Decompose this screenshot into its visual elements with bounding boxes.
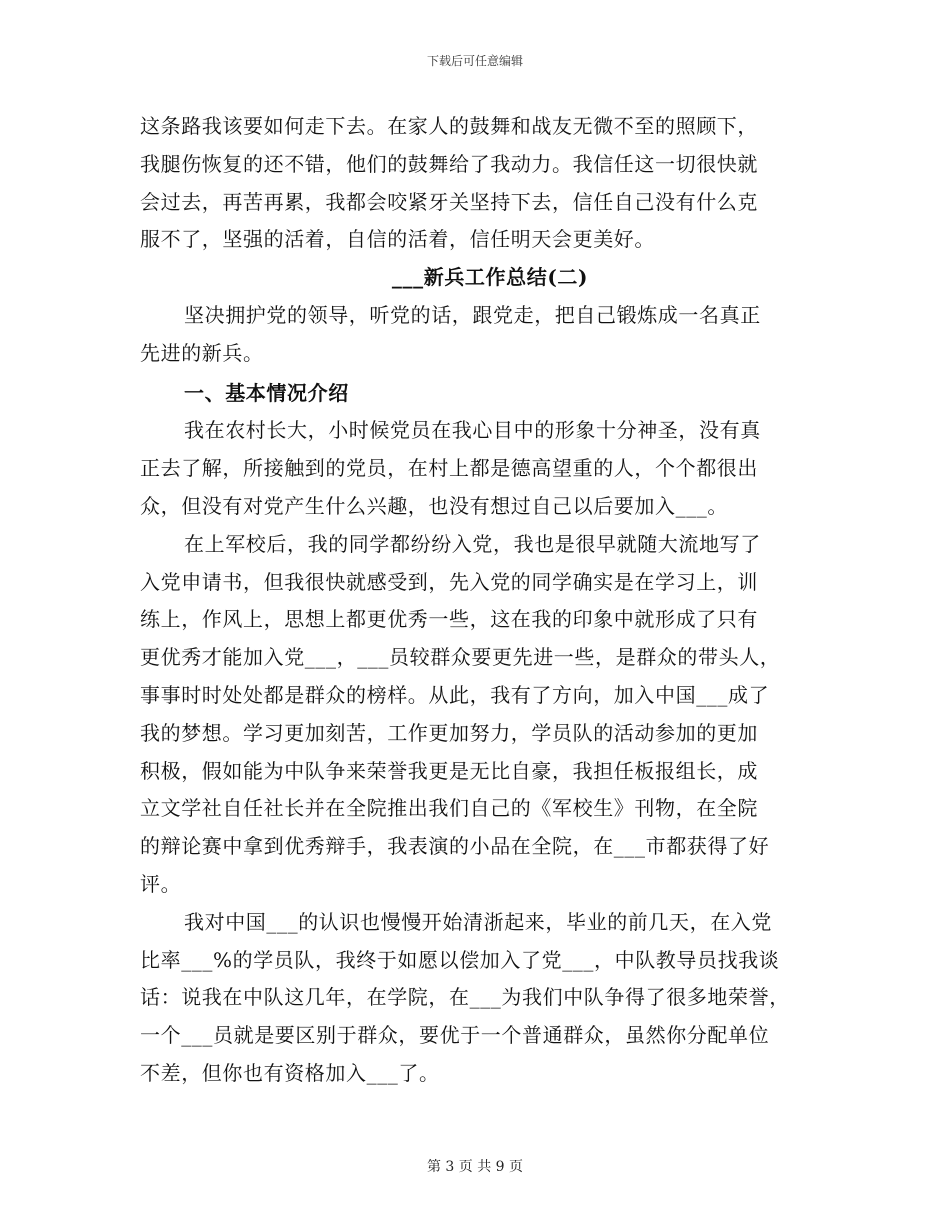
paragraph-line: 我在农村长大，小时候党员在我心目中的形象十分神圣，没有真 [184,418,761,443]
paragraph-line: 坚决拥护党的领导，听党的话，跟党走，把自己锻炼成一名真正 [184,302,761,327]
paragraph-line: 先进的新兵。 [140,340,264,365]
paragraph-line: 众，但没有对党产生什么兴趣，也没有想过自己以后要加入___。 [140,493,728,518]
subsection-heading: 一、基本情况介绍 [184,380,349,405]
paragraph-line: 在上军校后，我的同学都纷纷入党，我也是很早就随大流地写了 [184,531,761,556]
section-title: ___新兵工作总结(二) [391,265,589,290]
document-body [140,108,820,1093]
paragraph-line: 正去了解，所接触到的党员，在村上都是德高望重的人，个个都很出 [140,456,758,481]
paragraph-line: 积极，假如能为中队争来荣誉我更是无比自豪，我担任板报组长，成 [140,758,758,783]
paragraph-line: 服不了，坚强的活着，自信的活着，信任明天会更美好。 [140,227,655,252]
paragraph-line: 我对中国___的认识也慢慢开始清浙起来，毕业的前几天，在入党 [184,909,772,934]
paragraph-line: 我的梦想。学习更加刻苦，工作更加努力，学员队的活动参加的更加 [140,720,758,745]
paragraph-line: 更优秀才能加入党___，___员较群众要更先进一些，是群众的带头人， [140,645,781,670]
paragraph-line: 练上，作风上，思想上都更优秀一些，这在我的印象中就形成了只有 [140,607,758,632]
paragraph-line: 评。 [140,871,182,896]
paragraph-line: 不差，但你也有资格加入___了。 [140,1060,440,1085]
paragraph-line: 的辩论赛中拿到优秀辩手，我表演的小品在全院，在___市都获得了好 [140,834,770,859]
paragraph-line: 话：说我在中队这几年，在学院，在___为我们中队争得了很多地荣誉， [140,985,790,1010]
paragraph-line: 会过去，再苦再累，我都会咬紧牙关坚持下去，信任自己没有什么克 [140,189,758,214]
paragraph-line: 这条路我该要如何走下去。在家人的鼓舞和战友无微不至的照顾下， [140,114,758,138]
paragraph-line: 入党申请书，但我很快就感受到，先入党的同学确实是在学习上，训 [140,569,758,594]
paragraph-line: 一个___员就是要区别于群众，要优于一个普通群众，虽然你分配单位 [140,1023,770,1048]
paragraph-line: 比率___%的学员队，我终于如愿以偿加入了党___，中队教导员找我谈 [140,947,780,972]
page-footer: 第 3 页 共 9 页 [426,1159,524,1175]
paragraph-line: 立文学社自任社长并在全院推出我们自己的《军校生》刊物，在全院 [140,796,758,821]
page-header: 下载后可任意编辑 [426,54,523,68]
paragraph-line: 事事时时处处都是群众的榜样。从此，我有了方向，加入中国___成了 [140,682,770,707]
paragraph-line: 我腿伤恢复的还不错，他们的鼓舞给了我动力。我信任这一切很快就 [140,151,758,176]
